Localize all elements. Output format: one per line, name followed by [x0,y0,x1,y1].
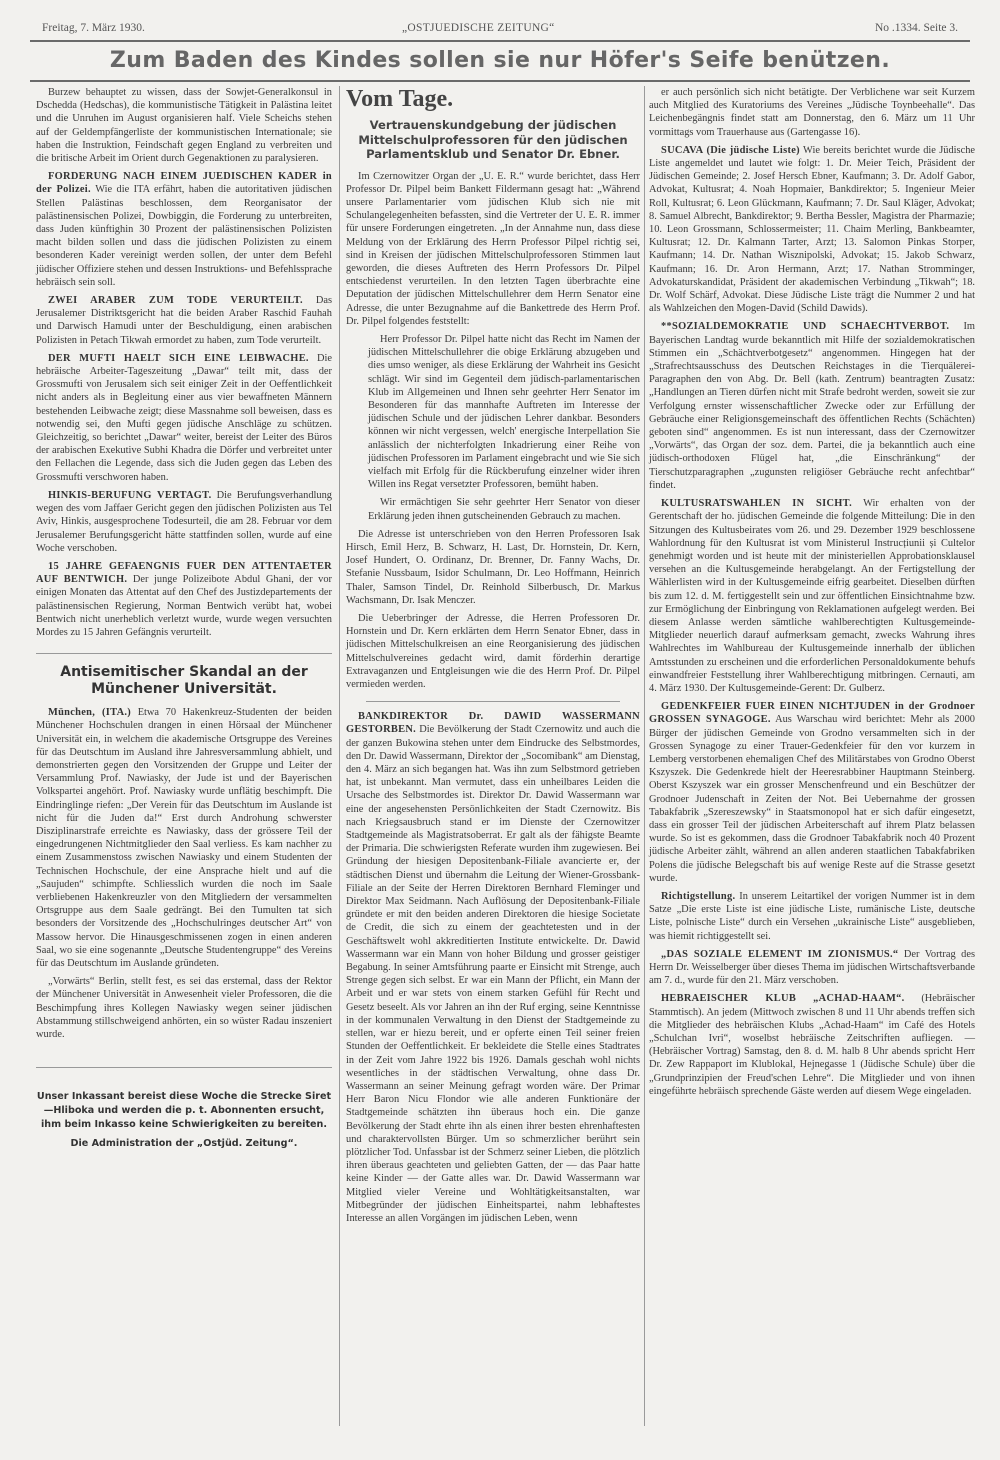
article-lead: DER MUFTI HAELT SICH EINE LEIBWACHE. [48,352,309,364]
left-column [36,86,332,1156]
news-article [649,86,975,139]
header-rule [30,40,970,42]
news-article [36,560,332,639]
article-lead: München, (ITA.) [48,707,132,719]
article-body: Wie bereits berichtet wurde die Jüdische Liste angemeldet und lautet wie folgt: 1. Dr. Meier Teich, Präsident der Jüdischen Gemeinde; 2. Josef Hersch Ebner, Kaufmann; 3. Dr. Adolf Gabor, Advokat, Kultusrat; 4. Noah Hopmaier, Bankdirektor; 5. Ingenieur Meier Roll, Kultusrat; 6. Leon Glückmann, Kaufmann; 7. Dr. Saul Kläger, Advokat; 8. Samuel Albrecht, Bankdirektor; 9. Bertha Bessler, Magistra der Pharmazie; 10. Leon Grossmann, Schlossermeister; 11. Chaim Merling, Bankbeamter, Kultusrat; 12. Dr. Kalmann Tarter, Arzt; 13. Salomon Pinkas Storper, Kaufmann; 14. Dr. Nathan Wisznipolski, Advokat; 15. Jakob Schwarz, Kaufmann; 16. Dr. Aron Hermann, Arzt; 17. Nathan Stromminger, Advokaturskandidat, Präsident der akademischen Verbindung „Tikwah“; 18. Dr. Wolf Schärf, Advokat. Diese Jüdische Liste trägt die Nummer 2 und hat als Wahlzeichen den Mogen-David (Schild Dawids). [649,144,975,315]
column-divider [339,86,340,1426]
article-body: er auch persönlich sich nicht betätigte. Der Verblichene war seit Kurzem auch Mitglied des Kuratoriums des Vereines „Jüdische Toynbeehalle“. Das Leichenbegängnis findet statt am Donnerstag, den 6. März um 11 Uhr vormittags vom Trauerhause aus (Gartengasse 16). [649,87,975,138]
quoted-address: Herr Professor Dr. Pilpel hatte nicht das Recht im Namen der jüdischen Mittelschullehrer die obige Erklärung abzugeben und dies umso weniger, als diese Erklärung der Wahrheit ins Gesicht schlägt. Wir sind im Gegenteil dem jüdisch-parlamentarischen Klub im Allgemeinen und Ihnen sehr geehrter Herr Senator im Besonderen für das mannhafte Auftreten im Interesse der jüdischen Schule und der jüdischen Lehrer dankbar. Besonders können wir nicht vergessen, welch' energische Interpellation Sie anlässlich der nichterfolgten Inkadrierung einer Reihe von jüdischen Professoren im Parlament eingebracht und wie Sie sich vielfach mit Erfolg für die Rückberufung einzelner wider ihren Willen ins Regat versetzter Professoren, bemüht haben. [368,333,640,491]
article-lead: **SOZIALDEMOKRATIE UND SCHAECHTVERBOT. [661,321,950,333]
article-body: Wir erhalten von der Gerentschaft der ho. jüdischen Gemeinde die folgende Mitteilung: Die in den Sitzungen des Kultusbeirates vom 26. und 29. Dezember 1929 beschlossene Wahlordnung für den Kultusrat ist vom Ministerul Instrucțiunii și Cultelor genehmigt worden und ist heute mit der ministeriellen Approbationsklausel versehen an die Kultusgemeinde herabgelangt. An der Fertigstellung der Wählerlisten wird in der Kultusgemeinde eifrig gearbeitet. Dieselben dürften bis zum 12. d. M. fertiggestellt sein und zur öffentlichen Einsichtnahme bzw. zur Ermöglichung der Einbringung von Reklamationen aufgelegt werden. Bei diesem Anlasse werden sämtliche wahlberechtigten Kultusgemeinde-Mitglieder neuerlich darauf aufmerksam gemacht, zwecks Wahrung ihres Wahlrechtes im Wahlbureau der Kultusgemeinde innerhalb der üblichen Amtsstunden zu erscheinen und die erforderlichen Personaldokumente behufs einwandfreier Feststellung ihrer Wahlberechtigung mitbringen. Cernauti, am 4. März 1930. Der Kultusgemeinde-Gerent: Dr. Gulberz. [649,498,975,694]
right-column [649,86,975,1103]
issue-page-number: No .1334. Seite 3. [874,22,958,34]
news-article [36,352,332,484]
news-article [36,294,332,347]
article-lead: SUCAVA (Die jüdische Liste) [661,144,800,156]
article-body: Die Bevölkerung der Stadt Czernowitz und auch die der ganzen Bukowina stehen unter dem Eindrucke des Selbstmordes, den Dr. Dawid Wassermann, Direktor der „Socomibank“ am Dienstag, den 4. März an sich begangen hat. Was ihn zum Selbstmord getrieben hat, ist unbekannt. Man vermutet, dass ein unheilbares Leiden die Ursache des Selbstmordes ist. Direktor Dr. Dawid Wassermann war eine der angesehensten Persönlichkeiten der Stadt Czernowitz. Bis nach Kriegsausbruch stand er im Dienste der Czernowitzer Stadtgemeinde als Magistratsoberrat. Er galt als der fähigste Beamte der Primaria. Die schwierigsten Referate wurden ihm zugewiesen. Bei Gründung der hiesigen Depositenbank-Filiale avancierte er, der städtischen Dienst und übernahm die Leitung der Wiener-Grossbank-Filiale an der Seite der Herren Direktoren Bernhard Fleminger und Direktor Max Seidmann. Nach Auflösung der Depositenbank-Filiale gründete er mit den beiden anderen Direktoren die hiesige Societate de Credit, die sich zu einem der geachtetesten und in der Geschäftswelt wohl akkreditierten Institute entwickelte. Dr. Dawid Wassermann war ein Mann von hoher Bildung und grosser geistiger Begabung. In seiner Amtsführung paarte er Einsicht mit Strenge, auch Strenge gegen sich selbst. Er war ein Mann der Pflicht, ein Mann der Arbeit und er war stets von einem starken Gefühl für Recht und Gesetz beseelt. Als vor Jahren an ihn der Ruf erging, seine Kenntnisse in der kommunalen Verwaltung in den Dienst der Stadtgemeinde zu stellen, war er hiezu bereit, und er opferte einen Teil seiner freien Stunden der Oeffentlichkeit. Er bekleidete die Stelle eines Stadtrates in der Zeit vom Jahre 1922 bis 1926. Damals geschah wohl nichts wesentliches in der städtischen Verwaltung, ohne dass Dr. Wassermann an seiner Meinung gefragt worden wäre. Der Primar Herr Baron Nicu Flondor wie alle anderen Funktionäre der Stadtgemeinde schätzten ihn überaus hoch ein. Die ganze Bevölkerung der Stadt ehrte ihn als einen ihrer besten ehrenhaftesten und charaktervollsten Bürger. Um so schmerzlicher berührt sein plötzlicher Tod. Unfassbar ist der Schmerz seiner Lieben, die plötzlich ihren überaus geachteten und geliebten Gatten, der — das Paar hatte keine Kinder — der Gatte alles war. Dr. Dawid Wassermann war Mitglied vieler Vereine und Wohltätigkeitsanstalten, war Mitbegründer der jüdischen Einheitspartei, nahm lebhaftestes Interesse an allen Vorgängen im jüdischen Leben, wenn [346,724,640,1224]
advert-rule [30,80,970,82]
article-paragraph: Die Adresse ist unterschrieben von den Herren Professoren Isak Hirsch, Emil Herz, B. Schwarz, H. Last, Dr. Hornstein, Dr. Kern, Josef Hundert, O. Ordinanz, Dr. Brenner, Dr. Fanny Wachs, Dr. Stefanie Nussbaum, Isidor Schulmann, Dr. Leo Hoffmann, Heinrich Thaler, Samson Tindel, Dr. Reinhold Silberbusch, Dr. Markus Wachsmann, Dr. Isak Menczer. [346,528,640,606]
article-lead: BANKDIREKTOR Dr. DAWID WASSERMANN GESTORBEN. [346,711,640,736]
news-article [649,144,975,316]
article-paragraph: Im Czernowitzer Organ der „U. E. R.“ wurde berichtet, dass Herr Professor Dr. Pilpel beim Bankett Fildermann gesagt hat: „Während unsere Parlamentarier vom jüdischen Klub sich nie mit Schulangelegenheiten befassten, sind die Vertreter der U. E. R. immer für unsere Forderungen eingetreten. „In der Annahme nun, dass diese Meldung von der Erklärung des Herrn Professor Pilpel richtig sei, sind in Kreisen der jüdischen Mittelschulprofessoren Stimmen laut geworden, die dieses Auftreten des Herrn Professors Dr. Pilpel entschiedenst verurteilen. In den letzten Tagen überbrachte eine Deputation der jüdischen Mittelschullehrer dem Herrn Senator eine Adresse, die unter Bezugnahme auf die Bankettrede des Herrn Prof. Dr. Pilpel folgendes feststellt: [346,170,640,327]
article-body: Burzew behauptet zu wissen, dass der Sowjet-Generalkonsul in Dschedda (Hedschas), die kommunistische Tätigkeit in Palästina leitet und die Unruhen im August organisieren half. Viele Scheichs stehen auf der Geldempfängerliste der kommunistischen Internationale; sie haben die Instruktion, Feindschaft gegen England zu verbreiten und die britische Arbeit im Orient durch Gegenaktionen zu paralysieren. [36,87,332,165]
article-lead: 15 JAHRE GEFAENGNIS FUER DEN ATTENTAETER AUF BENTWICH. [36,560,332,586]
article-body: Wie die ITA erfährt, haben die autoritativen jüdischen Stellen Palästinas beschlossen, dem Reorganisator der palästinensischen Polizei, Dowbiggin, die Forderung zu unterbreiten, dass Juden künftighin 30 Prozent der palästinensischen Polizisten macht bilden sollen und dass die jüdischen Polizisten zu einem besonderen Kader vereinigt werden sollen, der unter dem Befehl jüdischer Offiziere stehen und dessen Instruktions- und Befehlssprache hebräisch sein soll. [36,184,332,288]
news-article [649,948,975,988]
article-body: Die Berufungsverhandlung wegen des vom Jaffaer Gericht gegen den jüdischen Polizisten aus Tel Aviv, Hinkis, ausgesprochene Todesurteil, die am 28. Februar vor dem Jerusalemer Berufungsgericht hätte stattfinden sollen, wurde auf eine Woche verschoben. [36,489,332,554]
news-article [649,497,975,695]
article-body: „Vorwärts“ Berlin, stellt fest, es sei das erstemal, dass der Rektor der Münchener Universität in Anwesenheit vieler Professoren, die die Beschimpfung ihres Kollegen Nawiasky wegen seiner jüdischen Abstammung stillschweigend anhörten, ein so wüster Radau inszeniert wurde. [36,976,332,1040]
article-body: Die hebräische Arbeiter-Tageszeitung „Dawar“ teilt mit, dass der Grossmufti von Jerusalem sich seit einiger Zeit in der Oeffentlichkeit nicht anders als in Begleitung einer aus vier bewaffneten Männern bestehenden Leibwache zeigt; diese Massnahme soll beweisen, dass es notwendig sei, den Mufti gegen jüdische Anschläge zu schützen. Gleichzeitig, so berichtet „Dawar“ weiter, bereist der Leiter des Büros der arabischen Exekutive Subhi Khadra die Dörfer und verbreitet unter den Fellachen die Legende, dass sich die Juden gegen das Leben des Grossmufti verschworen haben. [36,352,332,483]
article-body: Der junge Polizeibote Abdul Ghani, der vor einigen Monaten das Attentat auf den Chef des Justizdepartements der palästinensischen Regierung, Norman Bentwich verübt hat, wobei Bentwich nicht unerheblich verletzt wurde, wurde wegen versuchten Mordes zu 15 Jahren Gefängnis verurteilt. [36,574,332,638]
news-article [36,86,332,165]
article-body: In unserem Leitartikel der vorigen Nummer ist in dem Satze „Die erste Liste ist eine jüdische Liste, rumänische Liste, deutsche Liste, polnische Liste“ durch ein Versehen „ukrainische Liste“ ausgeblieben, was hiemit richtiggestellt sei. [649,890,975,942]
soap-advertisement: Zum Baden des Kindes sollen sie nur Höfer's Seife benützen. [109,48,891,73]
article-body: Im Bayerischen Landtag wurde bekanntlich mit Hilfe der sozialdemokratischen Stimmen ein „Schächtverbotgesetz“ angenommen. Hingegen hat der „Strafrechtsausschuss des Deutschen Reichstages in die Tierquälerei-Paragraphen den von Abg. Dr. Bell (kath. Zentrum) beantragten Zusatz: „Handlungen an Tieren dürfen nicht mit Strafe bedroht werden, soweit sie zur Verfolgung ernster wissenschaftlicher Zwecke oder zur Erfüllung der Gebräuche einer Religionsgemeinschaft des öffentlichen Rechts (Schächten) geboten sind“ angenommen. Es ist nun interessant, dass der Czernowitzer „Vorwärts“, das Organ der soz. dem. Partei, die ja bekanntlich auch eine jüdisch-orthodoxen Flügel hat, „die Einschränkung“ der Tierschutzparagraphen „zugunsten religiöser Gebräuche recht anfechtbar“ findet. [649,321,975,491]
notice-text: Unser Inkassant bereist diese Woche die Strecke Siret—Hliboka und werden die p. t. Abonnenten ersucht, ihm beim Inkasso keine Schwierigkeiten zu bereiten. [36,1091,332,1131]
article-lead: HINKIS-BERUFUNG VERTAGT. [48,489,212,501]
notice-signature: Die Administration der „Ostjüd. Zeitung“. [70,1138,298,1150]
article-subtitle: Vertrauenskundgebung der jüdischen Mittelschulprofessoren für den jüdischen Parlamentsklub und Senator Dr. Ebner. [358,118,628,161]
article-lead: KULTUSRATSWAHLEN IN SICHT. [661,498,852,510]
news-article [36,975,332,1041]
news-article [649,992,975,1098]
article-body: Der Vortrag des Herrn Dr. Weisselberger über dieses Thema im jüdischen Wirtschaftsverbande am 7. d., wurde für den 21. März verschoben. [649,948,975,987]
column-divider [644,86,645,1426]
article-lead: „DAS SOZIALE ELEMENT IM ZIONISMUS.“ [661,948,899,960]
obituary-article [346,710,640,1225]
news-article [649,890,975,943]
middle-column [346,86,640,1230]
news-article [649,320,975,492]
article-lead: Richtigstellung. [661,890,736,902]
page-header [42,22,958,38]
newspaper-name: „OSTJUEDISCHE ZEITUNG“ [402,22,555,34]
article-lead: HEBRAEISCHER KLUB „ACHAD-HAAM“. [661,993,905,1005]
article-body: Aus Warschau wird berichtet: Mehr als 2000 Bürger der jüdischen Gemeinde von Grodno versammelten sich in der Grossen Synagoge zu einer Trauer-Gedenkfeier für den vor kurzem in Lemberg verstorbenen ehemaligen Chef des Militärstabes von Grodno Oberst Kszyszek. Die Gedenkrede hielt der Heeresrabbiner Hauptmann Steinberg. Oberst Kszyszek war ein grosser Menschenfreund und ein Beschützer der Grodnoer Judenschaft in Zeiten der Not. Bei Uebernahme der grossen Tabakfabrik „Szereszewsky“ in Staatsmonopol hat er sich dafür eingesetzt, dass ein grosser Teil der jüdischen Arbeiterschaft auf ihrem Platz belassen wurde. So ist es gekommen, dass die Grodnoer Tabakfabrik noch 40 Prozent jüdische Arbeiter zählt, während an allen anderen staatlichen Tabakfabriken Polens die jüdische Belegschaft bis auf wenige Reste auf die Strasse gesetzt wurde. [649,714,975,884]
news-article [36,489,332,555]
article-paragraph: Die Ueberbringer der Adresse, die Herren Professoren Dr. Hornstein und Dr. Kern erklärten dem Herrn Senator Ebner, dass in jüdischen Mittelschulkreisen an eine Reorganisierung des jüdischen Mittelschulvereines gedacht wird, damit förderhin derartige Extravaganzen und Entgleisungen wie die des Herrn Prof. Dr. Pilpel vermieden werden. [346,613,640,691]
collector-notice [36,1067,332,1151]
article-body: Das Jerusalemer Distriktsgericht hat die beiden Araber Raschid Fauhah und Darwisch Hamudi unter der Beschuldigung, einen arabischen Polizisten in Petach Tikwah ermordet zu haben, zum Tode verurteilt. [36,295,332,346]
article-lead: GEDENKFEIER FUER EINEN NICHTJUDEN in der Grodnoer GROSSEN SYNAGOGE. [649,701,975,726]
news-article [649,700,975,885]
issue-date: Freitag, 7. März 1930. [42,22,145,34]
article-body: (Hebräischer Stammtisch). An jedem (Mittwoch zwischen 8 und 11 Uhr abends treffen sich die Mitglieder des hebräischen Klubs „Achad-Haam“ im Café des Hotels „Schulchan Ivri“, woselbst hebräische Zeitschriften aufliegen. — (Hebräischer Vortrag) Samstag, den 8. d. M. halb 8 Uhr abends spricht Herr Dr. Zew Rappaport im Klublokal, Hejnegasse 1 (Jüdische Schule) über die „Grundprinzipien der Freud'schen Lehre“. Die Mitglieder und von ihnen eingeführte hebräisch sprechende Gäste werden auf diesem Wege eingeladen. [649,993,975,1097]
news-article [36,170,332,289]
news-article [36,706,332,970]
article-lead: FORDERUNG NACH EINEM JUEDISCHEN KADER in der Polizei. [36,171,332,196]
quoted-address: Wir ermächtigen Sie sehr geehrter Herr Senator von dieser Erklärung jeden ihnen gutscheinenden Gebrauch zu machen. [368,497,640,522]
article-body: Etwa 70 Hakenkreuz-Studenten der beiden Münchener Hochschulen drangen in einen Hörsaal der Münchener Universität ein, in welchem die akademische Ortsgruppe des Vereines für das Deutschtum im Ausland ihre Jahresversammlung abhielt, und demonstrierten gegen den Vorsitzenden der Gruppe und Leiter der Versammlung Prof. Nawiasky, der Jude ist und der Bayerischen Volkspartei angehört. Prof. Nawiasky wurde unflätig beschimpft. Die Eindringlinge riefen: „Der Verein für das Deutschtum im Auslande ist nicht für die Juden da!“ Erst durch Androhung schwerster Disziplinarstrafe erreichte es Nawiasky, dass der grössere Teil der eingedrungenen Nichtmitglieder den Saal verliess. Es kam nachher zu einem Zusammenstoss zwischen Nawiasky und einem Studenten der Technischen Hochschule, der eine Ansprache hielt und auf die „Saujuden“ schimpfte. Schliesslich wurden die noch im Saale verbliebenen Hakenkreuzler von den Mitgliedern der versammelten Ortsgruppe aus dem Saale gedrängt. Bei den Tumulten tat sich besonders der Vorsitzende des „Hochschulringes deutscher Art“ von Massow hervor. Die Hinausgeschmissenen zogen in einen anderen Saal, wo sie eine sogenannte „Deutsche Studentengruppe“ des Vereins für das Deutschtum im Auslande gründeten. [36,707,332,969]
article-lead: ZWEI ARABER ZUM TODE VERURTEILT. [48,295,303,307]
section-title: Vom Tage. [346,86,454,112]
article-divider [366,701,620,702]
munich-scandal-headline: Antisemitischer Skandal an der Münchener Universität. [36,653,332,698]
